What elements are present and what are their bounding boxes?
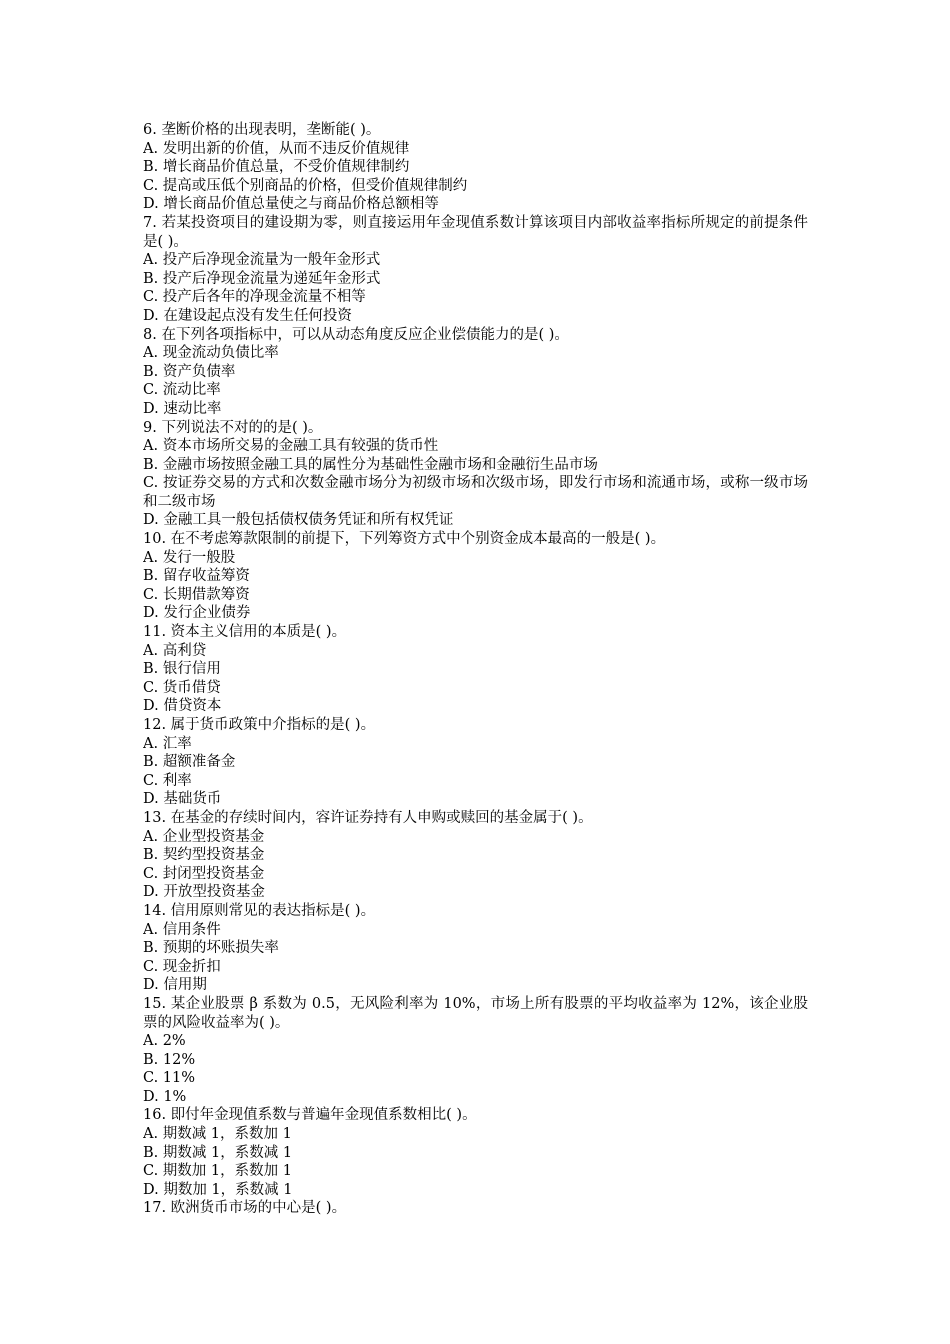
question-15-option-d: D. 1%	[143, 1088, 187, 1105]
question-14-option-d: D. 信用期	[143, 977, 207, 994]
question-15-option-a: A. 2%	[143, 1033, 186, 1050]
question-7: 7. 若某投资项目的建设期为零，则直接运用年金现值系数计算该项目内部收益率指标所规定的前提条件是( )。	[143, 214, 808, 250]
question-16-option-a: A. 期数减 1，系数加 1	[143, 1126, 292, 1143]
question-8-option-d: D. 速动比率	[143, 400, 222, 417]
question-12-option-d: D. 基础货币	[143, 791, 222, 808]
question-12-option-c: C. 利率	[143, 772, 192, 789]
question-15-option-c: C. 11%	[143, 1070, 196, 1087]
question-13-option-c: C. 封闭型投资基金	[143, 865, 265, 882]
question-14-option-a: A. 信用条件	[143, 921, 221, 938]
question-6-option-c: C. 提高或压低个别商品的价格，但受价值规律制约	[143, 177, 468, 194]
question-11: 11. 资本主义信用的本质是( )。	[143, 624, 347, 641]
question-13-option-a: A. 企业型投资基金	[143, 828, 265, 845]
question-10-option-b: B. 留存收益筹资	[143, 568, 250, 585]
question-16: 16. 即付年金现值系数与普遍年金现值系数相比( )。	[143, 1107, 477, 1124]
document-body	[143, 121, 808, 1218]
question-15-option-b: B. 12%	[143, 1051, 196, 1068]
question-6-option-d: D. 增长商品价值总量使之与商品价格总额相等	[143, 196, 439, 213]
question-9: 9. 下列说法不对的的是( )。	[143, 419, 323, 436]
question-6: 6. 垄断价格的出现表明，垄断能( )。	[143, 122, 381, 138]
question-14: 14. 信用原则常见的表达指标是( )。	[143, 902, 376, 919]
question-16-option-b: B. 期数减 1，系数减 1	[143, 1144, 293, 1161]
question-12-option-a: A. 汇率	[143, 735, 192, 752]
question-7-option-d: D. 在建设起点没有发生任何投资	[143, 307, 352, 324]
question-11-option-a: A. 高利贷	[143, 642, 207, 659]
question-11-option-b: B. 银行信用	[143, 661, 221, 678]
question-10-option-d: D. 发行企业债券	[143, 605, 251, 622]
question-12: 12. 属于货币政策中介指标的是( )。	[143, 717, 376, 733]
question-11-option-d: D. 借贷资本	[143, 698, 222, 715]
question-8-option-b: B. 资产负债率	[143, 363, 236, 380]
question-11-option-c: C. 货币借贷	[143, 679, 221, 696]
question-9-option-a: A. 资本市场所交易的金融工具有较强的货币性	[143, 438, 439, 455]
question-17: 17. 欧洲货币市场的中心是( )。	[143, 1200, 347, 1217]
question-6-option-b: B. 增长商品价值总量，不受价值规律制约	[143, 159, 410, 176]
question-16-option-d: D. 期数加 1，系数减 1	[143, 1181, 293, 1198]
question-8: 8. 在下列各项指标中，可以从动态角度反应企业偿债能力的是( )。	[143, 326, 569, 343]
question-15: 15. 某企业股票 β 系数为 0.5，无风险利率为 10%，市场上所有股票的平均收益率为 12%，该企业股票的风险收益率为( )。	[143, 995, 808, 1031]
question-8-option-c: C. 流动比率	[143, 382, 221, 399]
question-9-option-b: B. 金融市场按照金融工具的属性分为基础性金融市场和金融衍生品市场	[143, 456, 598, 473]
question-7-option-c: C. 投产后各年的净现金流量不相等	[143, 289, 366, 306]
question-7-option-a: A. 投产后净现金流量为一般年金形式	[143, 252, 381, 269]
question-13-option-b: B. 契约型投资基金	[143, 847, 265, 864]
question-6-option-a: A. 发明出新的价值，从而不违反价值规律	[143, 140, 410, 157]
question-14-option-c: C. 现金折扣	[143, 958, 221, 975]
question-9-option-c: C. 按证券交易的方式和次数金融市场分为初级市场和次级市场，即发行市场和流通市场，或称一级市场和二级市场	[143, 475, 808, 510]
question-10: 10. 在不考虑筹款限制的前提下，下列筹资方式中个别资金成本最高的一般是( )。	[143, 531, 666, 548]
question-10-option-a: A. 发行一般股	[143, 549, 236, 566]
question-12-option-b: B. 超额准备金	[143, 754, 236, 771]
question-13-option-d: D. 开放型投资基金	[143, 884, 265, 901]
question-16-option-c: C. 期数加 1，系数加 1	[143, 1163, 292, 1180]
question-8-option-a: A. 现金流动负债比率	[143, 345, 279, 362]
question-9-option-d: D. 金融工具一般包括债权债务凭证和所有权凭证	[143, 512, 454, 529]
question-13: 13. 在基金的存续时间内，容许证券持有人申购或赎回的基金属于( )。	[143, 809, 593, 826]
question-10-option-c: C. 长期借款筹资	[143, 586, 250, 603]
question-7-option-b: B. 投产后净现金流量为递延年金形式	[143, 270, 381, 287]
question-14-option-b: B. 预期的坏账损失率	[143, 940, 279, 957]
